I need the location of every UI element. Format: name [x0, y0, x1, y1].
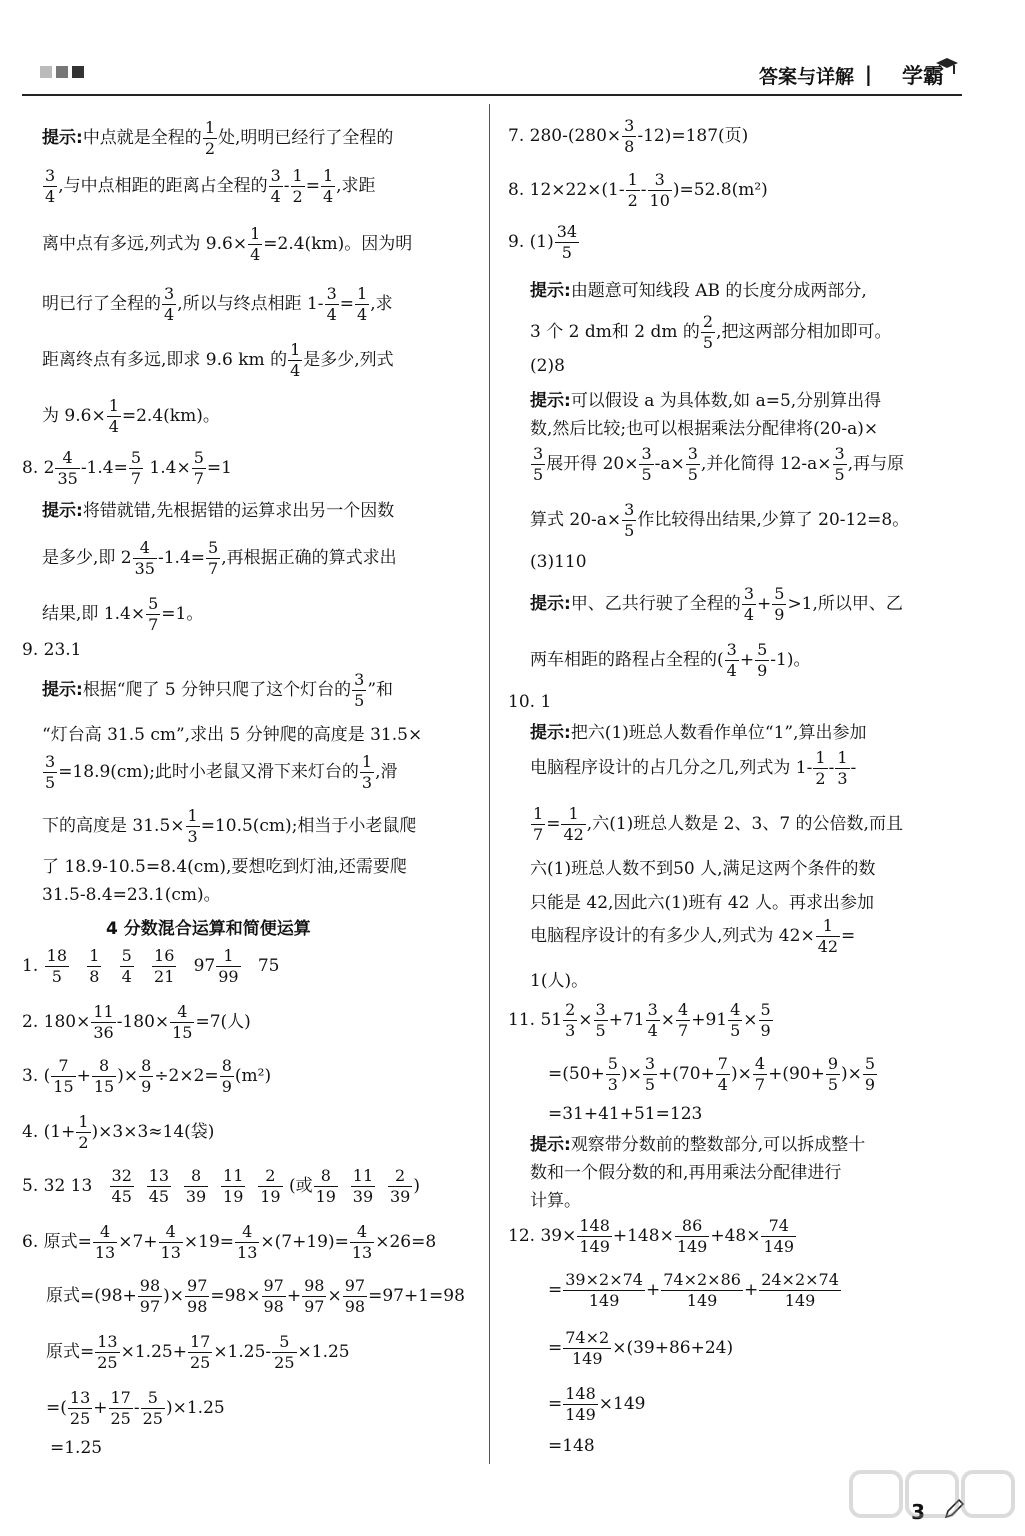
header-separator: |	[864, 62, 872, 86]
hint-line: 算式 20-a× $\frac{3}{5}$ 作比较得出结果,少算了 20-12=8。	[530, 500, 910, 540]
hint-line: 提示:甲、乙共行驶了全程的 $\frac{3}{4}$ + $\frac{5}{9}$ >1,所以甲、乙	[530, 584, 903, 624]
hint-line: “灯台高 31.5 cm”,求出 5 分钟爬的高度是 31.5×	[42, 725, 423, 745]
hint-line: 提示:把六(1)班总人数看作单位“1”,算出参加	[530, 723, 867, 743]
hint-line: 1(人)。	[530, 971, 589, 991]
hint-line: 数,然后比较;也可以根据乘法分配律将(20-a)×	[530, 419, 879, 439]
hint-line: 只能是 42,因此六(1)班有 42 人。再求出参加	[530, 893, 874, 913]
hint-line: 了 18.9-10.5=8.4(cm),要想吃到灯油,还需要爬	[42, 857, 407, 877]
answer-6-step: =( $\frac{13}{25}$ + $\frac{17}{25}$ - $\frac{5}{25}$ )×1.25	[46, 1388, 225, 1428]
answer-12-result: =148	[548, 1436, 595, 1456]
answer-6: 6. 原式= $\frac{4}{13}$ ×7+ $\frac{4}{13}$ ×19= $\frac{4}{13}$ ×(7+19)= $\frac{4}{13}$ ×26=8	[22, 1222, 437, 1262]
answer-11: 11. 51 $\frac{2}{3}$ × $\frac{3}{5}$ +71 $\frac{3}{4}$ × $\frac{4}{7}$ +91 $\frac{4}{5}$ × $\frac{5}{9}$	[508, 1000, 771, 1040]
answer-12-step: = $\frac{148}{149}$ ×149	[548, 1384, 646, 1424]
hint-line: 电脑程序设计的有多少人,列式为 42× $\frac{1}{42}$ =	[530, 916, 856, 956]
hint-line: 31.5-8.4=23.1(cm)。	[42, 885, 221, 905]
answer-4: 4. (1+ $\frac{1}{2}$ )×3×3≈14(袋)	[22, 1112, 215, 1152]
answer-6-step: 原式=(98+ $\frac{98}{97}$ )× $\frac{97}{98}$ =98× $\frac{97}{98}$ + $\frac{98}{97}$ × $\frac{97}{98}$ =97+1=98	[46, 1276, 465, 1316]
hint-line: 距离终点有多远,即求 9.6 km 的 $\frac{1}{4}$ 是多少,列式	[42, 340, 394, 380]
hint-line: 结果,即 1.4× $\frac{5}{7}$ =1。	[42, 594, 204, 634]
hint-line: 3 个 2 dm和 2 dm 的 $\frac{2}{5}$ ,把这两部分相加即可。	[530, 312, 892, 352]
answer-9r: 9. (1) $\frac{34}{5}$	[508, 222, 578, 262]
hint-line: $\frac{3}{5}$ =18.9(cm);此时小老鼠又滑下来灯台的 $\frac{1}{3}$ ,滑	[45, 752, 398, 792]
hint-line: $\frac{3}{5}$ 展开得 20× $\frac{3}{5}$ -a× $\frac{3}{5}$ ,并化简得 12-a× $\frac{3}{5}$ ,再与原	[533, 444, 905, 484]
header-square-icon	[56, 66, 68, 78]
answer-10: 10. 1	[508, 692, 552, 712]
answer-6-result: =1.25	[50, 1438, 103, 1458]
hint-line: 电脑程序设计的占几分之几,列式为 1- $\frac{1}{2}$ - $\frac{1}{3}$ -	[530, 748, 857, 788]
hint-line: 提示:将错就错,先根据错的运算求出另一个因数	[42, 501, 395, 521]
hint-line: 两车相距的路程占全程的( $\frac{3}{4}$ + $\frac{5}{9}$ -1)。	[530, 640, 811, 680]
brand-name: 学霸	[902, 64, 944, 88]
hint-line: 数和一个假分数的和,再用乘法分配律进行	[530, 1163, 842, 1183]
answer-8r: 8. 12×22×(1- $\frac{1}{2}$ - $\frac{3}{10}$ )=52.8(m²)	[508, 170, 768, 210]
hint-line: 提示:根据“爬了 5 分钟只爬了这个灯台的 $\frac{3}{5}$ ”和	[42, 670, 394, 710]
header-square-icon	[40, 66, 52, 78]
answer-8: 8. 2 $\frac{4}{35}$ -1.4= $\frac{5}{7}$ 1.4× $\frac{5}{7}$ =1	[22, 448, 232, 488]
answer-5: 5. 32 13 $\frac{32}{45}$ $\frac{13}{45}$ $\frac{8}{39}$ $\frac{11}{19}$ $\frac{2}{19}$ (或 $\frac{8}{19}$ $\frac{11}{39}$ $\frac{2}{39}$ )	[22, 1166, 420, 1206]
graduation-cap-icon	[934, 54, 960, 80]
header-square-icon	[72, 66, 84, 78]
answer-12-step: = $\frac{74\times 2}{149}$ ×(39+86+24)	[548, 1328, 734, 1368]
column-divider	[489, 104, 490, 1464]
answer-11-step: =(50+ $\frac{5}{3}$ )× $\frac{3}{5}$ +(70+ $\frac{7}{4}$ )× $\frac{4}{7}$ +(90+ $\frac{9}{5}$ )× $\frac{5}{9}$	[548, 1054, 876, 1094]
hint-line: $\frac{1}{7}$ = $\frac{1}{42}$ ,六(1)班总人数是 2、3、7 的公倍数,而且	[533, 804, 903, 844]
page-header	[22, 60, 962, 96]
hint-line: $\frac{3}{4}$ ,与中点相距的距离占全程的 $\frac{3}{4}$ - $\frac{1}{2}$ = $\frac{1}{4}$ ,求距	[45, 166, 376, 206]
hint-line: 是多少,即 2 $\frac{4}{35}$ -1.4= $\frac{5}{7}$ ,再根据正确的算式求出	[42, 538, 397, 578]
answer-1: 1. $\frac{18}{5}$ $\frac{1}{8}$ $\frac{5}{4}$ $\frac{16}{21}$ 97 $\frac{1}{99}$ 75	[22, 946, 280, 986]
answer-9-3: (3)110	[530, 552, 587, 572]
hint-line: 提示:中点就是全程的 $\frac{1}{2}$ 处,明明已经行了全程的	[42, 118, 394, 158]
hint-line: 下的高度是 31.5× $\frac{1}{3}$ =10.5(cm);相当于小老鼠爬	[42, 806, 417, 846]
hint-line: 为 9.6× $\frac{1}{4}$ =2.4(km)。	[42, 396, 220, 436]
hint-line: 提示:由题意可知线段 AB 的长度分成两部分,	[530, 281, 867, 301]
hint-line: 六(1)班总人数不到50 人,满足这两个条件的数	[530, 859, 876, 879]
answer-11-result: =31+41+51=123	[548, 1104, 703, 1124]
answer-6-step: 原式= $\frac{13}{25}$ ×1.25+ $\frac{17}{25}$ ×1.25- $\frac{5}{25}$ ×1.25	[46, 1332, 350, 1372]
answer-12: 12. 39× $\frac{148}{149}$ +148× $\frac{86}{149}$ +48× $\frac{74}{149}$	[508, 1216, 795, 1256]
hint-line: 离中点有多远,列式为 9.6× $\frac{1}{4}$ =2.4(km)。因为明	[42, 224, 413, 264]
answer-9-2: (2)8	[530, 356, 565, 376]
watermark-logo	[847, 1468, 1017, 1530]
page-number: 3	[911, 1500, 925, 1524]
hint-line: 计算。	[530, 1191, 581, 1211]
hint-line: 明已行了全程的 $\frac{3}{4}$ ,所以与终点相距 1- $\frac{3}{4}$ = $\frac{1}{4}$ ,求	[42, 284, 393, 324]
hint-line: 提示:观察带分数前的整数部分,可以拆成整十	[530, 1135, 866, 1155]
answer-9: 9. 23.1	[22, 640, 82, 660]
section-title: 4 分数混合运算和简便运算	[106, 919, 311, 939]
answer-7: 7. 280-(280× $\frac{3}{8}$ -12)=187(页)	[508, 116, 749, 156]
answer-3: 3. ( $\frac{7}{15}$ + $\frac{8}{15}$ )× $\frac{8}{9}$ ÷2×2= $\frac{8}{9}$ (m²)	[22, 1056, 272, 1096]
hint-line: 提示:可以假设 a 为具体数,如 a=5,分别算出得	[530, 391, 882, 411]
header-title: 答案与详解	[758, 66, 854, 88]
answer-12-step: = $\frac{39\times 2\times 74}{149}$ + $\frac{74\times 2\times 86}{149}$ + $\frac{24\times 2\times 74}{149}$	[548, 1270, 839, 1310]
answer-2: 2. 180× $\frac{11}{36}$ -180× $\frac{4}{15}$ =7(人)	[22, 1002, 251, 1042]
